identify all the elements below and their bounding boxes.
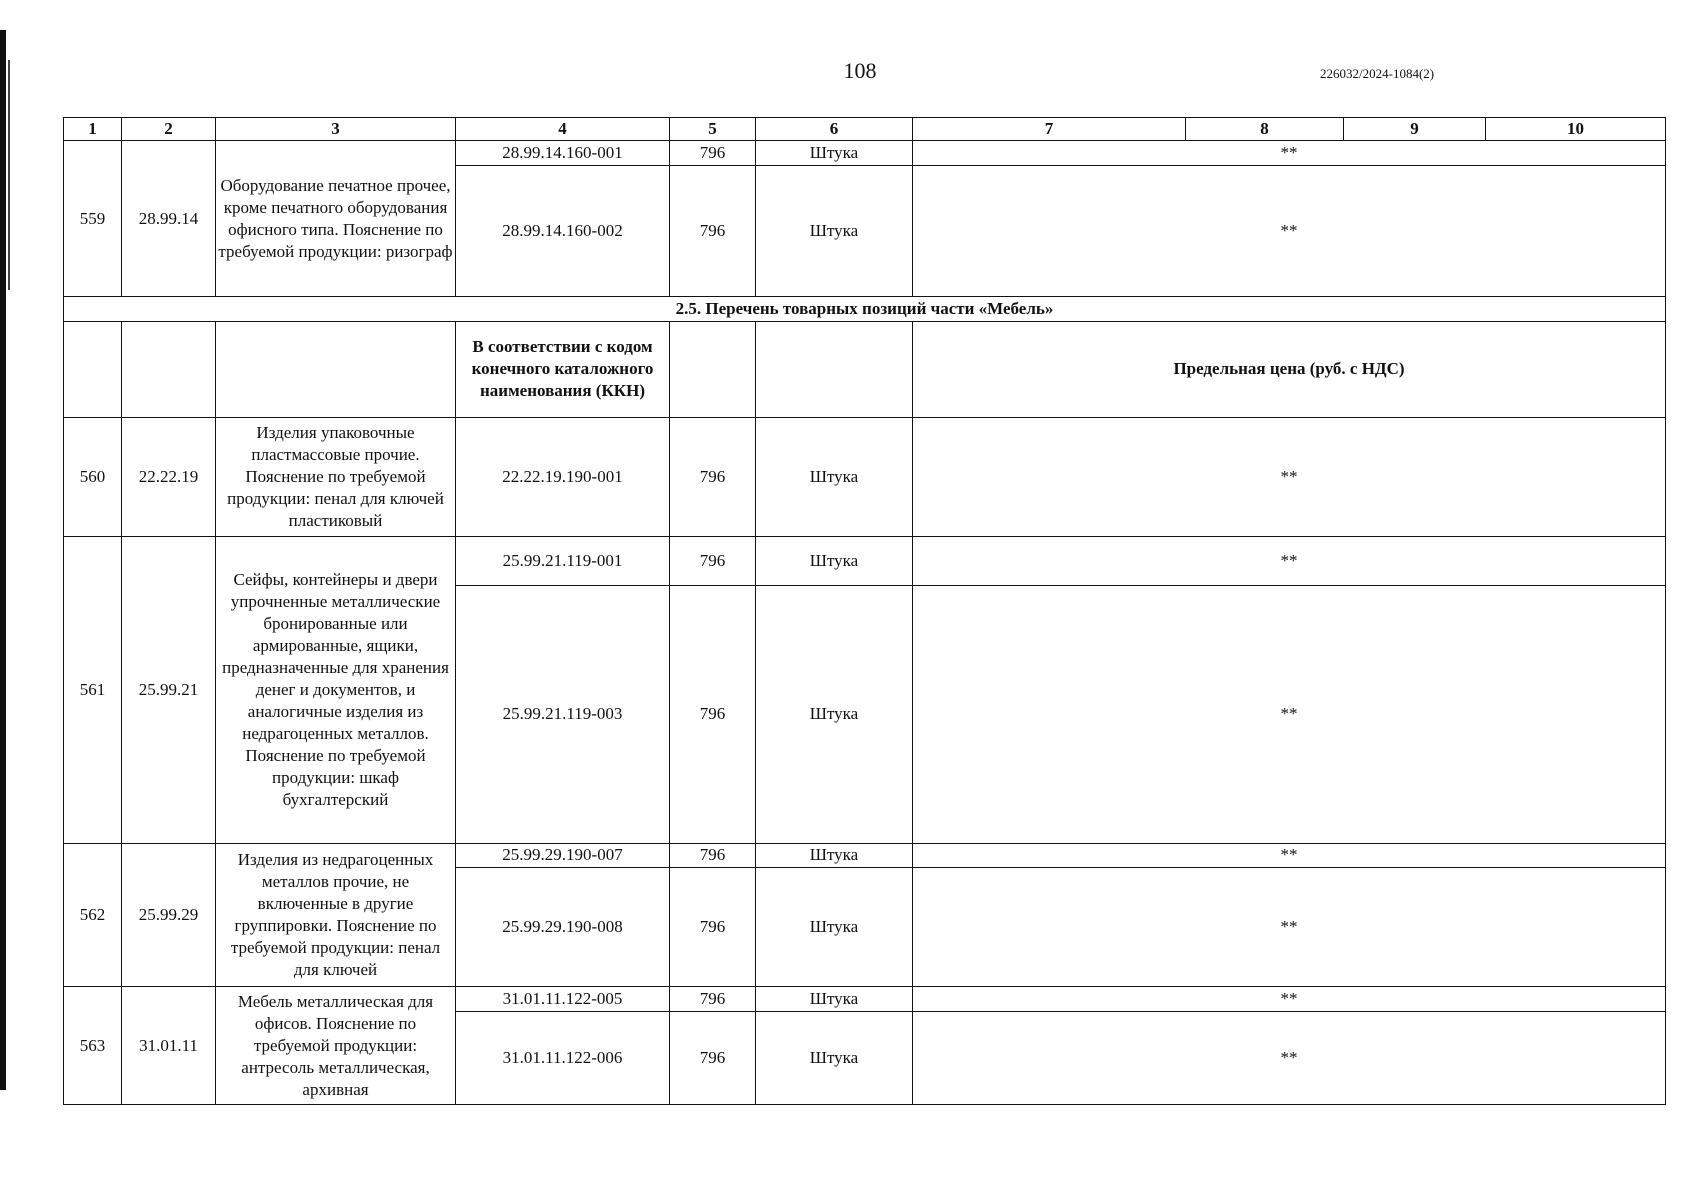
unit-name: Штука — [756, 987, 913, 1011]
column-number: 10 — [1486, 118, 1666, 141]
price-limit: ** — [913, 987, 1666, 1011]
empty-cell — [122, 321, 216, 417]
item-description: Изделия упаковочные пластмассовые прочие. Пояснение по требуемой продукции: пенал для ключей пластиковый — [216, 417, 456, 537]
empty-cell — [670, 321, 756, 417]
price-limit: ** — [913, 417, 1666, 537]
column-number: 7 — [913, 118, 1186, 141]
column-number: 4 — [456, 118, 670, 141]
kkn-code: 22.22.19.190-001 — [456, 417, 670, 537]
okpd-code: 25.99.29 — [122, 843, 216, 987]
row-number: 560 — [64, 417, 122, 537]
column-number: 3 — [216, 118, 456, 141]
price-limit: ** — [913, 141, 1666, 165]
unit-code: 796 — [670, 586, 756, 843]
page-number: 108 — [843, 58, 877, 83]
unit-code: 796 — [670, 1011, 756, 1104]
row-number: 559 — [64, 141, 122, 297]
unit-code: 796 — [670, 537, 756, 586]
empty-cell — [216, 321, 456, 417]
empty-cell — [64, 321, 122, 417]
okpd-code: 25.99.21 — [122, 537, 216, 843]
row-number: 563 — [64, 987, 122, 1105]
table-row — [64, 987, 1666, 1011]
table-row — [64, 417, 1666, 537]
scan-edge-shadow — [0, 30, 6, 1090]
kkn-code: 31.01.11.122-005 — [456, 987, 670, 1011]
price-limit: ** — [913, 586, 1666, 843]
kkn-code: 28.99.14.160-002 — [456, 165, 670, 297]
unit-code: 796 — [670, 165, 756, 297]
subheader-row — [64, 321, 1666, 417]
column-number-row — [64, 118, 1666, 141]
unit-code: 796 — [670, 987, 756, 1011]
unit-name: Штука — [756, 586, 913, 843]
row-number: 561 — [64, 537, 122, 843]
okpd-code: 31.01.11 — [122, 987, 216, 1105]
document-id: 226032/2024-1084(2) — [1320, 66, 1435, 81]
column-number: 9 — [1344, 118, 1486, 141]
okpd-code: 22.22.19 — [122, 417, 216, 537]
unit-name: Штука — [756, 417, 913, 537]
unit-code: 796 — [670, 417, 756, 537]
kkn-code: 25.99.21.119-003 — [456, 586, 670, 843]
kkn-code: 25.99.21.119-001 — [456, 537, 670, 586]
unit-name: Штука — [756, 165, 913, 297]
item-description: Изделия из недрагоценных металлов прочие, не включенные в другие группировки. Пояснение по требуемой продукции: пенал для ключей — [216, 843, 456, 987]
row-number: 562 — [64, 843, 122, 987]
table-row — [64, 537, 1666, 586]
price-header: Предельная цена (руб. с НДС) — [913, 321, 1666, 417]
section-title: 2.5. Перечень товарных позиций части «Мебель» — [64, 297, 1666, 321]
kkn-code: 31.01.11.122-006 — [456, 1011, 670, 1104]
scan-edge-shadow-inner — [8, 60, 10, 290]
column-number: 5 — [670, 118, 756, 141]
table-row — [64, 141, 1666, 165]
item-description: Сейфы, контейнеры и двери упрочненные металлические бронированные или армированные, ящики, предназначенные для хранения денег и документов, и аналогичные изделия из недрагоценных металлов. Пояснение по требуемой продукции: шкаф бухгалтерский — [216, 537, 456, 843]
kkn-code: 25.99.29.190-008 — [456, 867, 670, 987]
unit-name: Штука — [756, 843, 913, 867]
column-number: 2 — [122, 118, 216, 141]
unit-name: Штука — [756, 141, 913, 165]
section-row — [64, 297, 1666, 321]
okpd-code: 28.99.14 — [122, 141, 216, 297]
column-number: 8 — [1186, 118, 1344, 141]
unit-name: Штука — [756, 537, 913, 586]
price-limit: ** — [913, 1011, 1666, 1104]
item-description: Оборудование печатное прочее, кроме печатного оборудования офисного типа. Пояснение по требуемой продукции: ризограф — [216, 141, 456, 297]
unit-code: 796 — [670, 843, 756, 867]
unit-code: 796 — [670, 867, 756, 987]
column-number: 1 — [64, 118, 122, 141]
item-description: Мебель металлическая для офисов. Пояснение по требуемой продукции: антресоль металлическая, архивная — [216, 987, 456, 1105]
unit-name: Штука — [756, 867, 913, 987]
price-limit: ** — [913, 843, 1666, 867]
product-table — [63, 117, 1666, 1105]
unit-name: Штука — [756, 1011, 913, 1104]
price-limit: ** — [913, 537, 1666, 586]
table-row — [64, 843, 1666, 867]
kkn-code: 25.99.29.190-007 — [456, 843, 670, 867]
unit-code: 796 — [670, 141, 756, 165]
price-limit: ** — [913, 165, 1666, 297]
kkn-header: В соответствии с кодом конечного каталожного наименования (ККН) — [456, 321, 670, 417]
price-limit: ** — [913, 867, 1666, 987]
column-number: 6 — [756, 118, 913, 141]
empty-cell — [756, 321, 913, 417]
kkn-code: 28.99.14.160-001 — [456, 141, 670, 165]
